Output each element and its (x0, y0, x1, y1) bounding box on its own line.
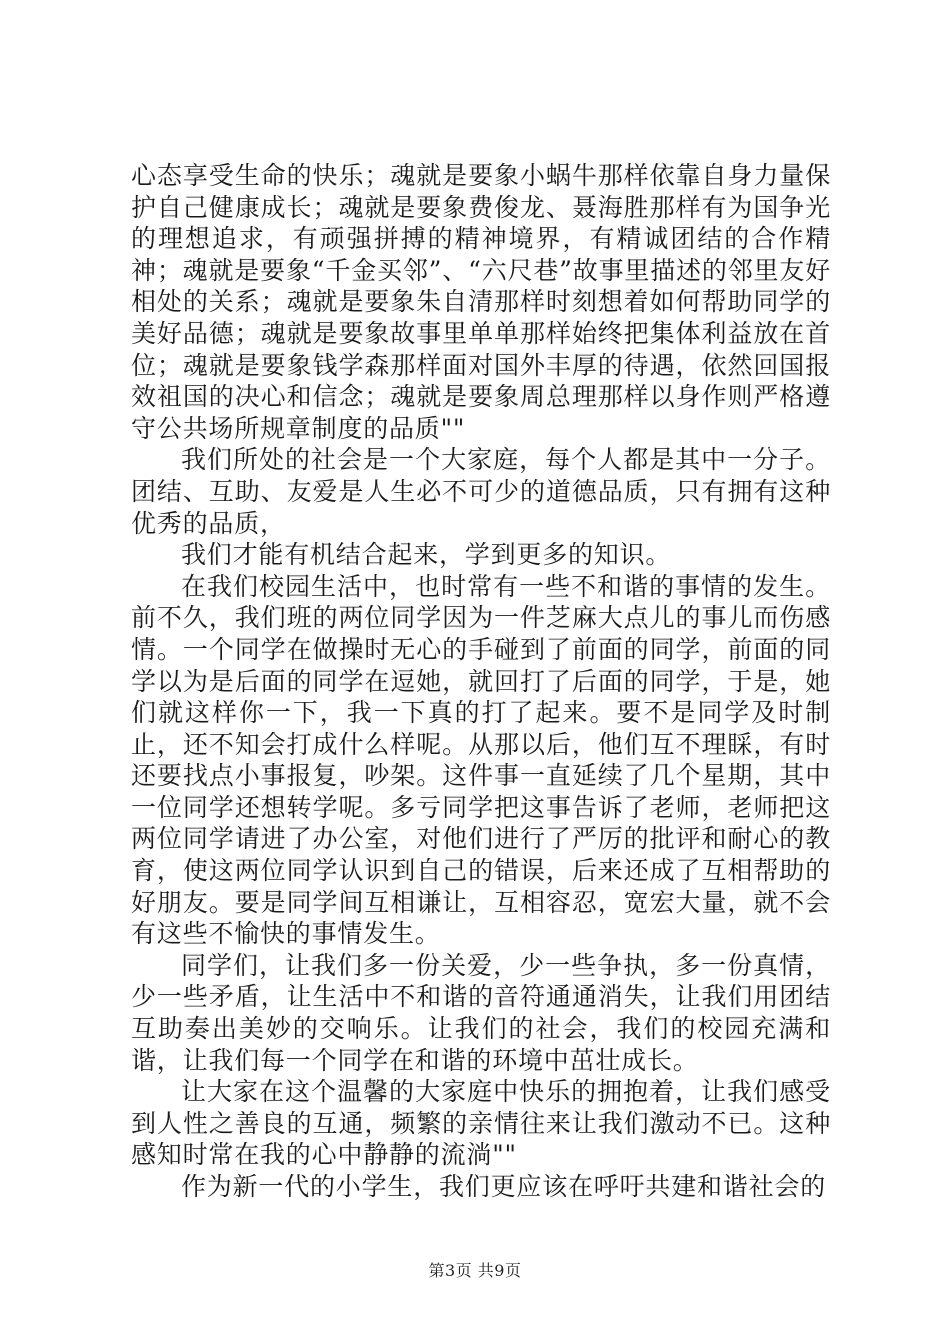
paragraph-1: 心态享受生命的快乐；魂就是要象小蜗牛那样依靠自身力量保护自己健康成长；魂就是要象费俊龙、聂海胜那样有为国争光的理想追求，有顽强拼搏的精神境界，有精诚团结的合作精神；魂就是要象“千金买邻”、“六尺巷”故事里描述的邻里友好相处的关系；魂就是要象朱自清那样时刻想着如何帮助同学的美好品德；魂就是要象故事里单单那样始终把集体利益放在首位；魂就是要象钱学森那样面对国外丰厚的待遇，依然回国报效祖国的决心和信念；魂就是要象周总理那样以身作则严格遵守公共场所规章制度的品质"" (131, 161, 831, 443)
document-body (131, 160, 831, 1203)
paragraph-2: 我们所处的社会是一个大家庭，每个人都是其中一分子。团结、互助、友爱是人生必不可少的道德品质，只有拥有这种优秀的品质， (131, 445, 831, 538)
paragraph-4: 在我们校园生活中，也时常有一些不和谐的事情的发生。前不久，我们班的两位同学因为一件芝麻大点儿的事儿而伤感情。一个同学在做操时无心的手碰到了前面的同学，前面的同学以为是后面的同学在逗她，就回打了后面的同学，于是，她们就这样你一下，我一下真的打了起来。要不是同学及时制止，还不知会打成什么样呢。从那以后，他们互不理睬，有时还要找点小事报复，吵架。这件事一直延续了几个星期，其中一位同学还想转学呢。多亏同学把这事告诉了老师，老师把这两位同学请进了办公室，对他们进行了严厉的批评和耐心的教育，使这两位同学认识到自己的错误，后来还成了互相帮助的好朋友。要是同学间互相谦让，互相容忍，宽宏大量，就不会有这些不愉快的事情发生。 (131, 571, 831, 949)
paragraph-5: 同学们，让我们多一份关爱，少一些争执，多一份真情，少一些矛盾，让生活中不和谐的音符通通消失，让我们用团结互助奏出美妙的交响乐。让我们的社会，我们的校园充满和谐，让我们每一个同学在和谐的环境中茁壮成长。 (131, 950, 831, 1075)
paragraph-7: 作为新一代的小学生，我们更应该在呼吁共建和谐社会的 (181, 1172, 827, 1201)
page-number-footer: 第3页 共9页 (428, 1261, 522, 1280)
paragraph-6: 让大家在这个温馨的大家庭中快乐的拥抱着，让我们感受到人性之善良的互通，频繁的亲情往来让我们激动不已。这种感知时常在我的心中静静的流淌"" (131, 1077, 831, 1170)
paragraph-3: 我们才能有机结合起来，学到更多的知识。 (181, 540, 672, 570)
